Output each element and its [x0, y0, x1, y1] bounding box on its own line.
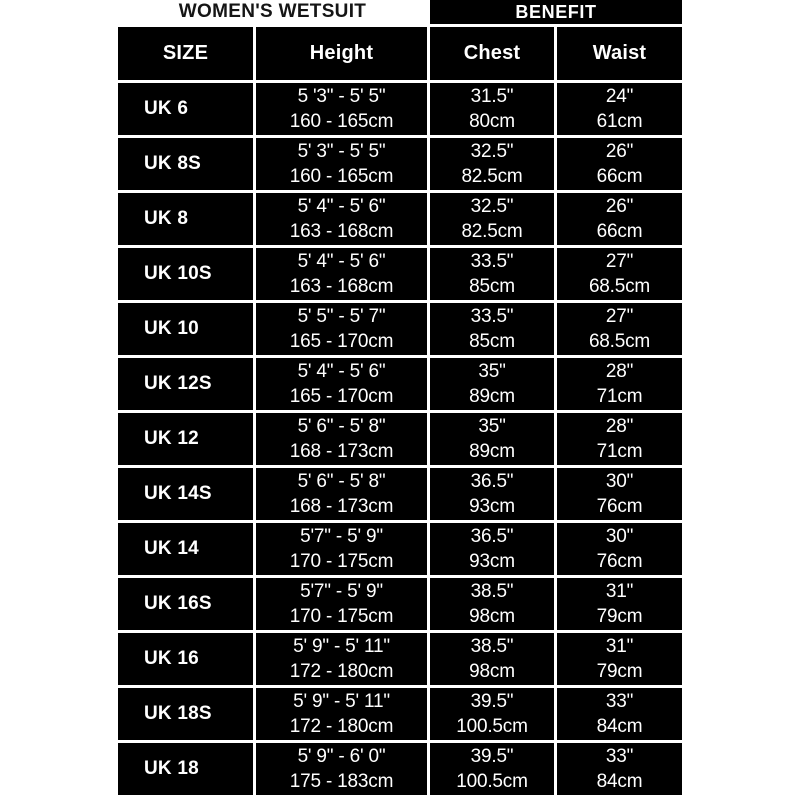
chest-cell: [430, 303, 554, 355]
height-imperial: 5' 4" - 5' 6": [297, 361, 386, 382]
height-metric: 172 - 180cm: [289, 661, 394, 682]
waist-cell: [557, 743, 682, 795]
chest-metric: 93cm: [469, 496, 515, 517]
size-cell: UK 12S: [118, 358, 253, 410]
waist-metric: 68.5cm: [588, 331, 651, 352]
waist-cell: [557, 248, 682, 300]
height-imperial: 5' 4" - 5' 6": [297, 196, 386, 217]
size-cell: UK 12: [118, 413, 253, 465]
chest-imperial: 33.5": [470, 306, 514, 327]
height-metric: 163 - 168cm: [289, 221, 394, 242]
waist-metric: 84cm: [596, 771, 643, 792]
size-chart-table: [118, 0, 682, 795]
waist-metric: 66cm: [596, 221, 643, 242]
height-imperial: 5' 9" - 6' 0": [297, 746, 386, 767]
height-imperial: 5 '3" - 5' 5": [297, 86, 386, 107]
chest-cell: [430, 633, 554, 685]
column-header-chest: Chest: [430, 27, 554, 80]
waist-cell: [557, 633, 682, 685]
waist-metric: 79cm: [596, 661, 643, 682]
size-cell: UK 10: [118, 303, 253, 355]
waist-cell: [557, 413, 682, 465]
waist-metric: 68.5cm: [588, 276, 651, 297]
waist-metric: 76cm: [596, 496, 643, 517]
chest-cell: [430, 138, 554, 190]
chest-metric: 93cm: [469, 551, 515, 572]
chest-imperial: 38.5": [470, 636, 514, 657]
size-cell: UK 8: [118, 193, 253, 245]
height-metric: 160 - 165cm: [289, 111, 394, 132]
chest-metric: 85cm: [469, 331, 515, 352]
size-cell: UK 8S: [118, 138, 253, 190]
height-imperial: 5' 9" - 5' 11": [293, 691, 390, 712]
chest-cell: [430, 248, 554, 300]
chest-imperial: 39.5": [470, 691, 514, 712]
brand-title: BENEFIT: [430, 0, 682, 24]
waist-cell: [557, 468, 682, 520]
chest-metric: 80cm: [469, 111, 515, 132]
chest-metric: 89cm: [469, 386, 515, 407]
waist-metric: 79cm: [596, 606, 643, 627]
waist-metric: 61cm: [596, 111, 643, 132]
waist-cell: [557, 83, 682, 135]
waist-metric: 84cm: [596, 716, 643, 737]
chest-cell: [430, 523, 554, 575]
height-metric: 168 - 173cm: [289, 441, 394, 462]
chest-imperial: 38.5": [470, 581, 514, 602]
height-cell: [256, 743, 427, 795]
height-metric: 172 - 180cm: [289, 716, 394, 737]
height-cell: [256, 468, 427, 520]
height-imperial: 5' 6" - 5' 8": [297, 471, 386, 492]
chest-metric: 89cm: [469, 441, 515, 462]
height-cell: [256, 303, 427, 355]
waist-imperial: 30": [605, 526, 634, 547]
chest-imperial: 32.5": [470, 141, 514, 162]
size-cell: UK 18S: [118, 688, 253, 740]
waist-cell: [557, 138, 682, 190]
chest-metric: 100.5cm: [456, 771, 528, 792]
chest-imperial: 35": [478, 361, 506, 382]
chest-cell: [430, 743, 554, 795]
waist-imperial: 31": [605, 581, 634, 602]
height-imperial: 5' 9" - 5' 11": [293, 636, 390, 657]
height-imperial: 5' 3" - 5' 5": [297, 141, 386, 162]
size-cell: UK 16S: [118, 578, 253, 630]
waist-metric: 66cm: [596, 166, 643, 187]
size-cell: UK 14: [118, 523, 253, 575]
height-imperial: 5' 6" - 5' 8": [297, 416, 386, 437]
waist-imperial: 24": [605, 86, 634, 107]
height-cell: [256, 358, 427, 410]
waist-imperial: 27": [605, 306, 634, 327]
waist-cell: [557, 193, 682, 245]
chest-metric: 100.5cm: [456, 716, 528, 737]
size-cell: UK 10S: [118, 248, 253, 300]
chest-cell: [430, 83, 554, 135]
height-metric: 170 - 175cm: [289, 606, 394, 627]
height-cell: [256, 248, 427, 300]
chest-cell: [430, 193, 554, 245]
waist-cell: [557, 303, 682, 355]
height-cell: [256, 688, 427, 740]
size-cell: UK 18: [118, 743, 253, 795]
chest-metric: 98cm: [469, 606, 515, 627]
chest-metric: 98cm: [469, 661, 515, 682]
waist-metric: 71cm: [596, 441, 643, 462]
chest-cell: [430, 688, 554, 740]
column-header-height: Height: [256, 27, 427, 80]
waist-cell: [557, 688, 682, 740]
column-header-waist: Waist: [557, 27, 682, 80]
chest-imperial: 36.5": [470, 471, 514, 492]
waist-imperial: 31": [605, 636, 634, 657]
waist-imperial: 33": [605, 746, 634, 767]
height-cell: [256, 138, 427, 190]
size-cell: UK 6: [118, 83, 253, 135]
height-metric: 160 - 165cm: [289, 166, 394, 187]
chest-imperial: 36.5": [470, 526, 514, 547]
height-cell: [256, 193, 427, 245]
chest-metric: 82.5cm: [461, 221, 523, 242]
chest-imperial: 39.5": [470, 746, 514, 767]
height-cell: [256, 413, 427, 465]
chest-cell: [430, 413, 554, 465]
height-metric: 175 - 183cm: [289, 771, 394, 792]
chest-cell: [430, 358, 554, 410]
height-cell: [256, 523, 427, 575]
height-imperial: 5' 5" - 5' 7": [297, 306, 386, 327]
waist-imperial: 26": [605, 141, 634, 162]
size-cell: UK 16: [118, 633, 253, 685]
height-imperial: 5'7" - 5' 9": [300, 526, 383, 547]
height-metric: 165 - 170cm: [289, 386, 394, 407]
waist-imperial: 30": [605, 471, 634, 492]
waist-imperial: 28": [605, 416, 634, 437]
waist-cell: [557, 358, 682, 410]
waist-metric: 71cm: [596, 386, 643, 407]
table-title: WOMEN'S WETSUIT: [178, 1, 367, 22]
waist-imperial: 26": [605, 196, 634, 217]
waist-cell: [557, 523, 682, 575]
chest-imperial: 35": [478, 416, 506, 437]
waist-imperial: 28": [605, 361, 634, 382]
chest-imperial: 32.5": [470, 196, 514, 217]
height-metric: 170 - 175cm: [289, 551, 394, 572]
height-cell: [256, 83, 427, 135]
height-metric: 168 - 173cm: [289, 496, 394, 517]
height-cell: [256, 633, 427, 685]
waist-imperial: 33": [605, 691, 634, 712]
chest-metric: 82.5cm: [461, 166, 523, 187]
waist-cell: [557, 578, 682, 630]
height-imperial: 5'7" - 5' 9": [300, 581, 383, 602]
column-header-size: SIZE: [118, 27, 253, 80]
height-imperial: 5' 4" - 5' 6": [297, 251, 386, 272]
size-cell: UK 14S: [118, 468, 253, 520]
height-metric: 165 - 170cm: [289, 331, 394, 352]
height-metric: 163 - 168cm: [289, 276, 394, 297]
waist-imperial: 27": [605, 251, 634, 272]
chest-cell: [430, 578, 554, 630]
chest-imperial: 31.5": [470, 86, 514, 107]
waist-metric: 76cm: [596, 551, 643, 572]
chest-metric: 85cm: [469, 276, 515, 297]
chest-cell: [430, 468, 554, 520]
chest-imperial: 33.5": [470, 251, 514, 272]
height-cell: [256, 578, 427, 630]
